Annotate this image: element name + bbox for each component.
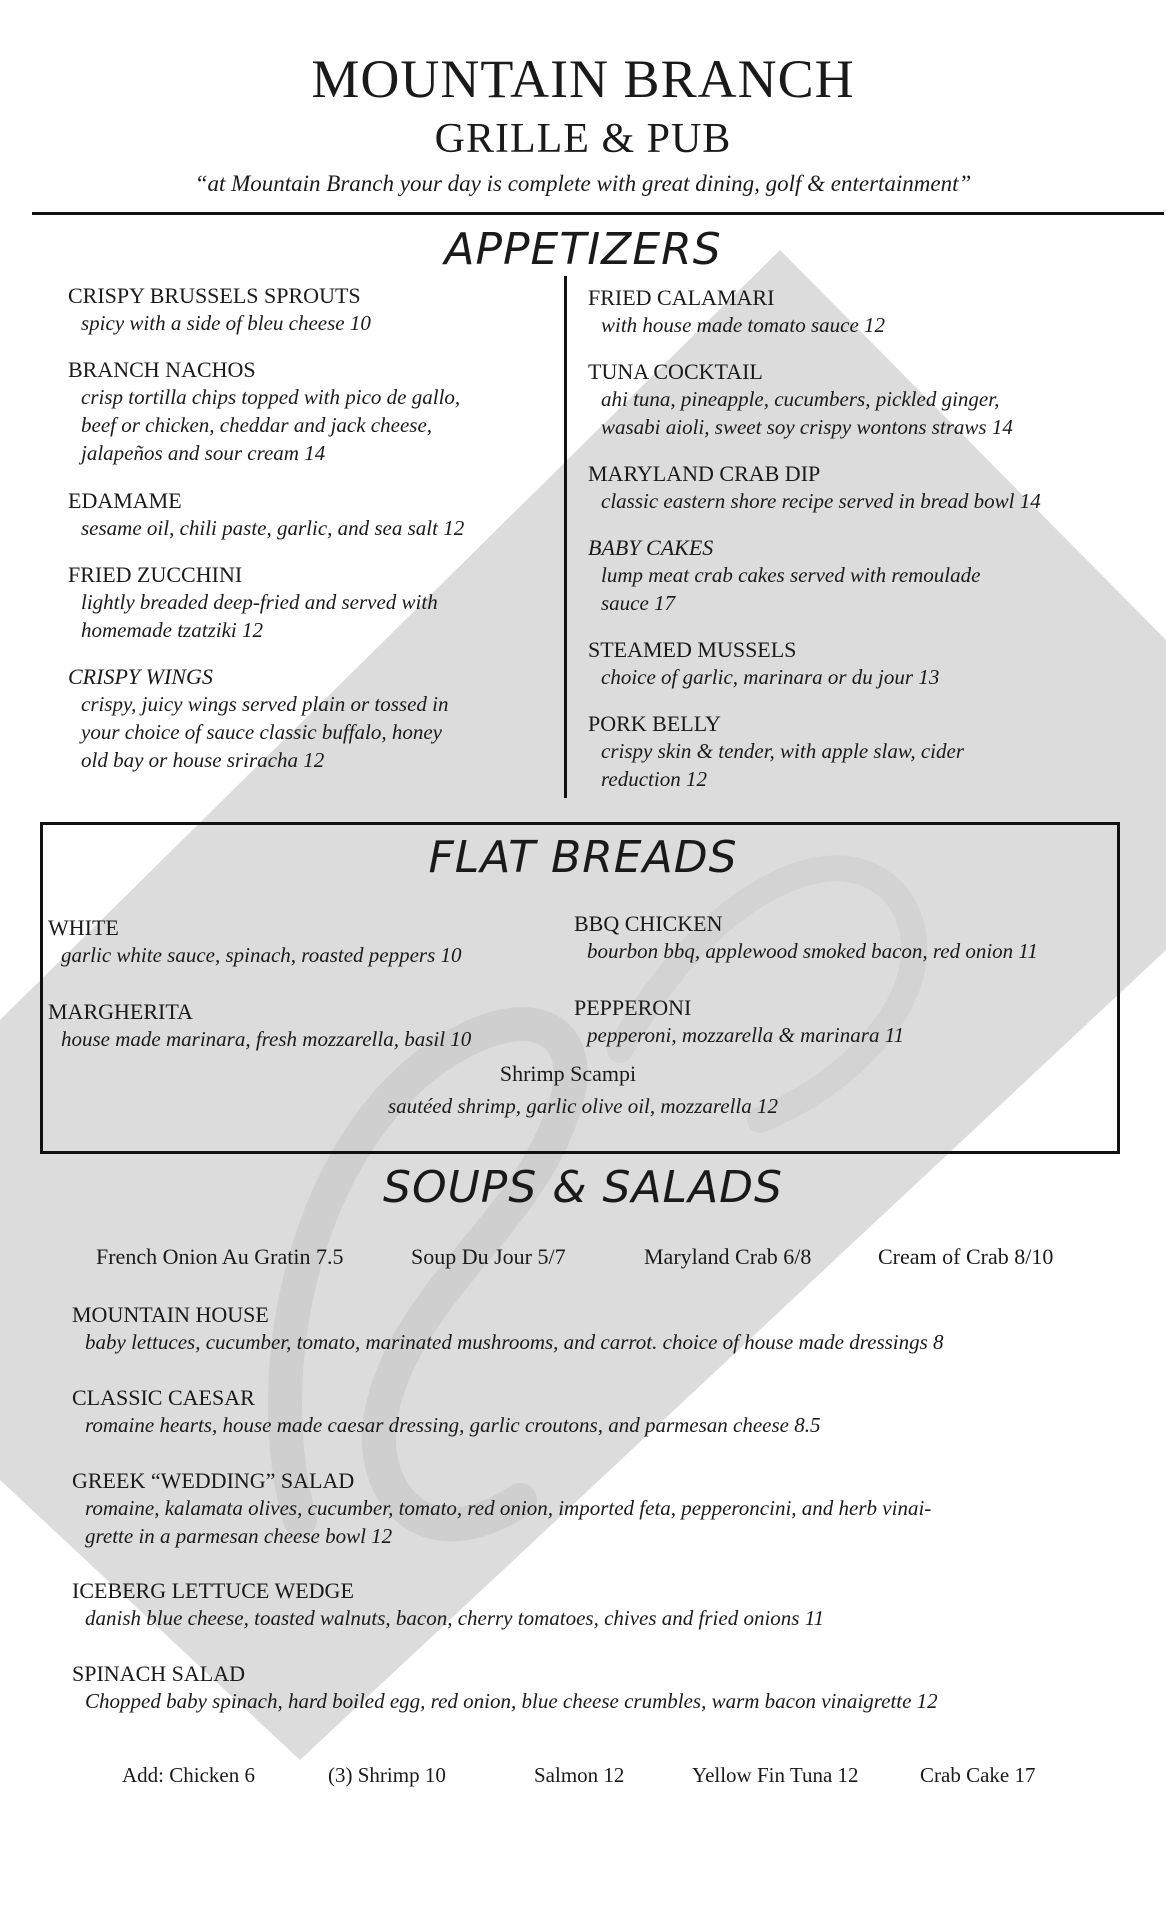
menu-item bbox=[574, 994, 904, 1049]
flatbreads-heading: FLAT BREADS bbox=[428, 832, 738, 883]
item-name: GREEK “WEDDING” SALAD bbox=[72, 1468, 355, 1493]
soups-salads-heading: SOUPS & SALADS bbox=[383, 1162, 783, 1213]
item-description: beef or chicken, cheddar and jack cheese, bbox=[81, 413, 433, 437]
item-name: CRISPY BRUSSELS SPROUTS bbox=[68, 283, 361, 308]
item-name: WHITE bbox=[48, 915, 119, 940]
item-description: your choice of sauce classic buffalo, honey bbox=[81, 720, 442, 744]
menu-item bbox=[588, 358, 1013, 441]
item-name: ICEBERG LETTUCE WEDGE bbox=[72, 1578, 354, 1603]
menu-item bbox=[72, 1577, 824, 1632]
item-name: BRANCH NACHOS bbox=[68, 357, 256, 382]
item-description: crisp tortilla chips topped with pico de gallo, bbox=[81, 385, 461, 409]
item-description: crispy, juicy wings served plain or tossed in bbox=[81, 692, 449, 716]
item-description: house made marinara, fresh mozzarella, basil 10 bbox=[61, 1027, 472, 1051]
item-name: BABY CAKES bbox=[588, 535, 714, 560]
addon-item: Salmon 12 bbox=[534, 1763, 625, 1787]
menu-item bbox=[72, 1384, 821, 1439]
header-divider bbox=[32, 212, 1164, 215]
item-description: wasabi aioli, sweet soy crispy wontons straws 14 bbox=[601, 415, 1013, 439]
addon-item: Add: Chicken 6 bbox=[122, 1763, 255, 1787]
item-description: with house made tomato sauce 12 bbox=[601, 313, 886, 337]
item-description: choice of garlic, marinara or du jour 13 bbox=[601, 665, 940, 689]
menu-item bbox=[48, 998, 471, 1053]
item-name: SPINACH SALAD bbox=[72, 1661, 245, 1686]
soup-item: French Onion Au Gratin 7.5 bbox=[96, 1244, 344, 1269]
item-name: EDAMAME bbox=[68, 488, 182, 513]
item-name: MARGHERITA bbox=[48, 999, 193, 1024]
tagline: “at Mountain Branch your day is complete with great dining, golf & entertainment” bbox=[194, 171, 972, 196]
item-description: pepperoni, mozzarella & marinara 11 bbox=[587, 1023, 905, 1047]
item-description: baby lettuces, cucumber, tomato, marinated mushrooms, and carrot. choice of house made dressings 8 bbox=[85, 1330, 944, 1354]
addon-item: (3) Shrimp 10 bbox=[328, 1763, 446, 1787]
item-description: crispy skin & tender, with apple slaw, cider bbox=[601, 739, 964, 763]
addon-item: Crab Cake 17 bbox=[920, 1763, 1036, 1787]
menu-item bbox=[588, 534, 980, 617]
menu-item bbox=[0, 1060, 1166, 1120]
item-description: sauce 17 bbox=[601, 591, 676, 615]
item-name: PEPPERONI bbox=[574, 995, 692, 1020]
item-description: spicy with a side of bleu cheese 10 bbox=[81, 311, 371, 335]
item-name: MOUNTAIN HOUSE bbox=[72, 1302, 269, 1327]
item-name: CLASSIC CAESAR bbox=[72, 1385, 255, 1410]
item-description: garlic white sauce, spinach, roasted peppers 10 bbox=[61, 943, 462, 967]
item-description: old bay or house sriracha 12 bbox=[81, 748, 325, 772]
menu-item bbox=[72, 1467, 931, 1550]
soup-item: Soup Du Jour 5/7 bbox=[411, 1244, 566, 1269]
menu-item bbox=[72, 1660, 938, 1715]
menu-item bbox=[68, 356, 460, 467]
item-description: Chopped baby spinach, hard boiled egg, red onion, blue cheese crumbles, warm bacon vinaigrette 12 bbox=[85, 1689, 938, 1713]
item-description: homemade tzatziki 12 bbox=[81, 618, 263, 642]
menu-item bbox=[588, 284, 885, 339]
addon-item: Yellow Fin Tuna 12 bbox=[692, 1763, 859, 1787]
menu-item bbox=[68, 663, 448, 774]
menu-item bbox=[588, 636, 939, 691]
item-description: classic eastern shore recipe served in bread bowl 14 bbox=[601, 489, 1041, 513]
item-description: ahi tuna, pineapple, cucumbers, pickled ginger, bbox=[601, 387, 1000, 411]
item-description: romaine hearts, house made caesar dressing, garlic croutons, and parmesan cheese 8.5 bbox=[85, 1413, 821, 1437]
soup-item: Maryland Crab 6/8 bbox=[644, 1244, 812, 1269]
item-name: STEAMED MUSSELS bbox=[588, 637, 797, 662]
menu-item bbox=[574, 910, 1038, 965]
item-name: BBQ CHICKEN bbox=[574, 911, 723, 936]
item-name: MARYLAND CRAB DIP bbox=[588, 461, 821, 486]
restaurant-subtitle: GRILLE & PUB bbox=[434, 116, 732, 162]
item-name: PORK BELLY bbox=[588, 711, 721, 736]
item-name: FRIED CALAMARI bbox=[588, 285, 775, 310]
item-description: danish blue cheese, toasted walnuts, bacon, cherry tomatoes, chives and fried onions 11 bbox=[85, 1606, 825, 1630]
menu-item bbox=[48, 914, 462, 969]
appetizers-column-divider bbox=[564, 276, 567, 798]
item-description: sesame oil, chili paste, garlic, and sea salt 12 bbox=[81, 516, 465, 540]
item-description: grette in a parmesan cheese bowl 12 bbox=[85, 1524, 393, 1548]
appetizers-heading: APPETIZERS bbox=[444, 224, 722, 275]
menu-item bbox=[68, 561, 438, 644]
item-name: Shrimp Scampi bbox=[499, 1061, 637, 1086]
menu-item bbox=[68, 487, 464, 542]
item-description: romaine, kalamata olives, cucumber, tomato, red onion, imported feta, pepperoncini, and herb vinai- bbox=[85, 1496, 932, 1520]
menu-item bbox=[588, 710, 964, 793]
item-name: FRIED ZUCCHINI bbox=[68, 562, 243, 587]
soup-item: Cream of Crab 8/10 bbox=[878, 1244, 1054, 1269]
menu-item bbox=[72, 1301, 944, 1356]
item-description: lump meat crab cakes served with remoulade bbox=[601, 563, 981, 587]
item-description: lightly breaded deep-fried and served with bbox=[81, 590, 438, 614]
item-description: jalapeños and sour cream 14 bbox=[81, 441, 326, 465]
item-description: bourbon bbq, applewood smoked bacon, red onion 11 bbox=[587, 939, 1038, 963]
menu-item bbox=[68, 282, 371, 337]
item-name: TUNA COCKTAIL bbox=[588, 359, 763, 384]
item-name: CRISPY WINGS bbox=[68, 664, 213, 689]
item-description: sautéed shrimp, garlic olive oil, mozzarella 12 bbox=[387, 1094, 779, 1118]
restaurant-name: MOUNTAIN BRANCH bbox=[311, 49, 855, 109]
item-description: reduction 12 bbox=[601, 767, 707, 791]
menu-item bbox=[588, 460, 1041, 515]
